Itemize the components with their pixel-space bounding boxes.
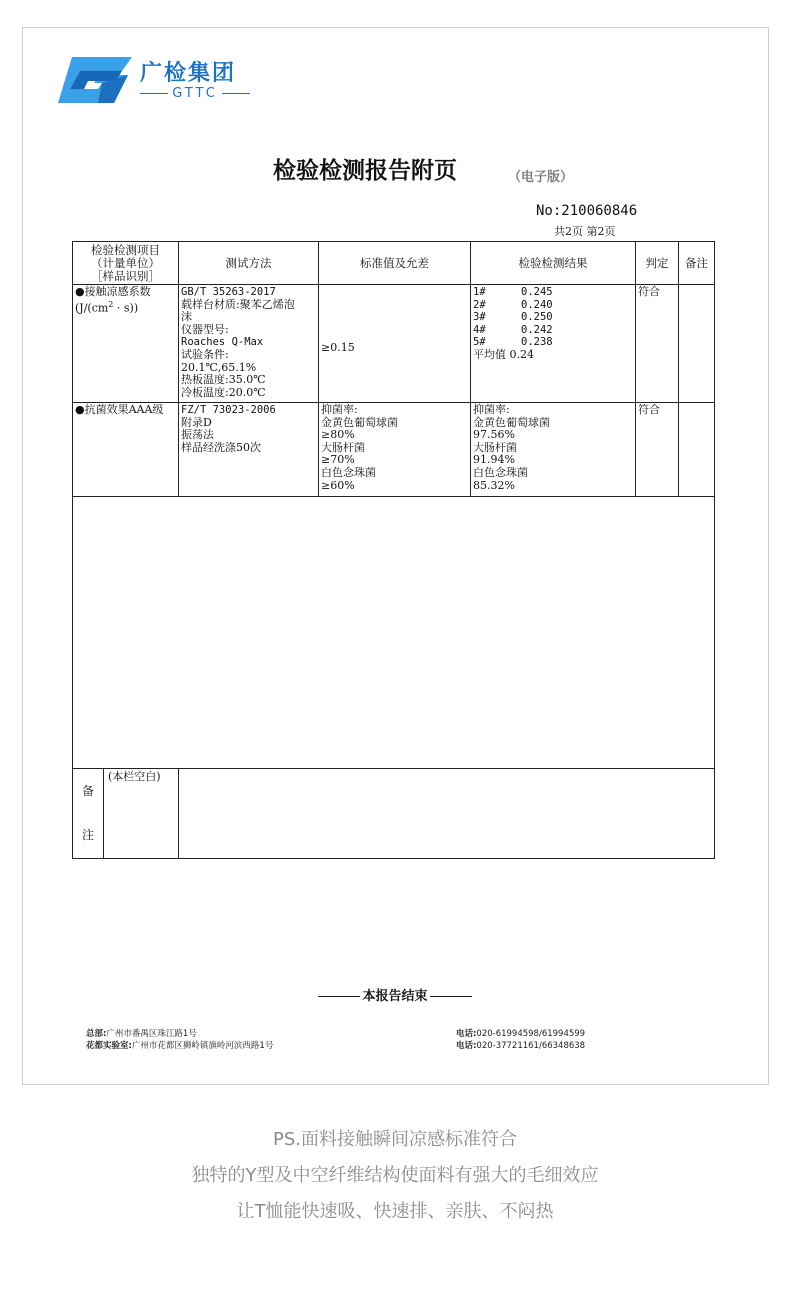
gttc-logo-icon: [58, 55, 132, 105]
company-abbr: GTTC: [140, 86, 250, 101]
company-name: 广检集团: [140, 61, 237, 86]
header-standard: 标准值及允差: [319, 242, 471, 285]
result-cell: 抑菌率: 金黄色葡萄球菌 97.56% 大肠杆菌 91.94% 白色念珠菌 85.32%: [471, 403, 636, 497]
caption-line-3: 让T恤能快速吸、快速排、亲肤、不闷热: [236, 1201, 554, 1222]
page-info: 共2页 第2页: [554, 225, 616, 238]
electronic-version-label: （电子版）: [508, 170, 574, 185]
average-value: 平均值 0.24: [473, 347, 534, 361]
report-number: No:210060846: [536, 203, 638, 219]
remark-text: (本栏空白): [108, 770, 161, 783]
footer-phones: 电话:020-61994598/61994599 电话:020-37721161/66348638: [456, 1029, 586, 1051]
caption-line-1: PS.面料接触瞬间凉感标准符合: [272, 1129, 517, 1150]
method-cell: GB/T 35263-2017 载样台材质:聚苯乙烯泡 沫 仪器型号: Roaches Q-Max 试验条件: 20.1℃,65.1% 热板温度:35.0℃ 冷板温度:20.0℃: [179, 285, 319, 403]
remark-label: 备 注 (本栏空白): [73, 769, 179, 859]
standard-cell: 抑菌率: 金黄色葡萄球菌 ≥80% 大肠杆菌 ≥70% 白色念珠菌 ≥60%: [319, 403, 471, 497]
result-line: 2# 0.240: [473, 298, 553, 311]
judgement-cell: 符合: [636, 285, 679, 403]
table-row: [73, 403, 715, 497]
result-line: 3# 0.250: [473, 311, 553, 324]
item-cell: ●抗菌效果AAA级: [73, 403, 179, 497]
header-result: 检验检测结果: [471, 242, 636, 285]
remark-cell: [679, 285, 715, 403]
header-item: 检验检测项目 （计量单位） ［样品识别］: [73, 242, 179, 285]
result-line: 1# 0.245: [473, 286, 553, 298]
item-cell: ●接触凉感系数 $(J/(cm^2 \cdot s))$: [73, 285, 179, 403]
result-line: 5# 0.238: [473, 336, 553, 349]
remark-row: [73, 769, 715, 859]
standard-cell: ≥0.15: [319, 285, 471, 403]
result-cell: [471, 285, 636, 403]
result-line: 4# 0.242: [473, 323, 553, 336]
remark-content: [179, 769, 715, 859]
method-cell: FZ/T 73023-2006 附录D 振荡法 样品经洗涤50次: [179, 403, 319, 497]
results-table: [72, 241, 715, 859]
footer-addresses: 总部:广州市番禺区珠江路1号 花都实验室:广州市花都区狮岭镇旗岭河滨西路1号: [86, 1029, 274, 1051]
report-end: 本报告结束: [0, 985, 790, 1004]
header-method: 测试方法: [179, 242, 319, 285]
caption-line-2: 独特的Y型及中空纤维结构使面料有强大的毛细效应: [191, 1165, 599, 1186]
remark-cell: [679, 403, 715, 497]
page-title: 检验检测报告附页: [273, 158, 457, 184]
header-remark: 备注: [679, 242, 715, 285]
empty-area: [73, 497, 715, 769]
table-header-row: [73, 242, 715, 285]
header-judgement: 判定: [636, 242, 679, 285]
empty-area-row: [73, 497, 715, 769]
table-row: [73, 285, 715, 403]
judgement-cell: 符合: [636, 403, 679, 497]
